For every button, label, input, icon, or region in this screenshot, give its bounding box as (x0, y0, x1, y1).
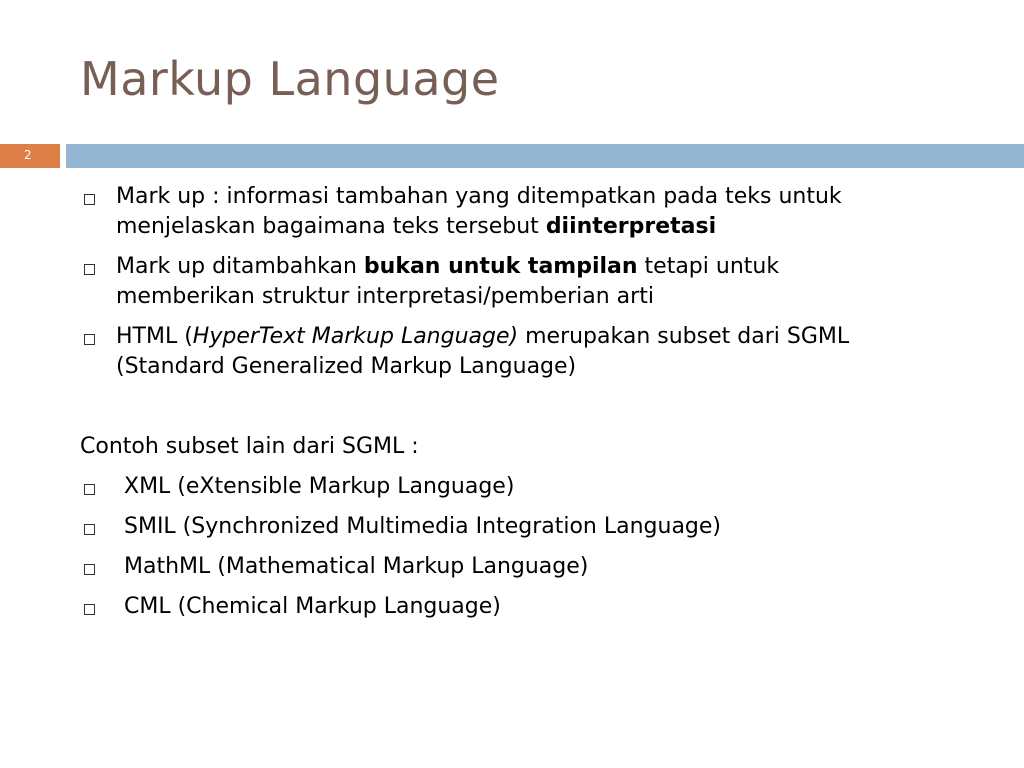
bullet-square-icon (84, 194, 95, 205)
slide-title: Markup Language (80, 52, 500, 106)
bullet-2-line-1 (116, 254, 779, 279)
bullet-1-bold-text: diinterpretasi (545, 214, 717, 239)
bullet-3-italic-text: HyperText Markup Language) (192, 324, 519, 349)
subset-heading: Contoh subset lain dari SGML : (80, 434, 419, 459)
slide-number: 2 (24, 148, 32, 162)
header-rule-bar (66, 144, 1024, 168)
bullet-2-bold-text: bukan untuk tampilan (363, 254, 638, 279)
bullet-1-line-1: Mark up : informasi tambahan yang ditempatkan pada teks untuk (116, 184, 842, 209)
bullet-3-line-2: (Standard Generalized Markup Language) (116, 354, 577, 379)
bullet-3-line-1 (116, 324, 849, 349)
bullet-3-text-c: merupakan subset dari SGML (518, 324, 850, 349)
sub-bullet-mathml: MathML (Mathematical Markup Language) (124, 554, 589, 579)
bullet-square-icon (84, 604, 95, 615)
slide-number-badge (0, 144, 60, 168)
bullet-square-icon (84, 264, 95, 275)
bullet-1-line-2 (116, 214, 716, 239)
bullet-square-icon (84, 524, 95, 535)
bullet-square-icon (84, 334, 95, 345)
bullet-square-icon (84, 564, 95, 575)
bullet-3-text-a: HTML ( (116, 324, 193, 349)
sub-bullet-xml: XML (eXtensible Markup Language) (124, 474, 515, 499)
sub-bullet-smil: SMIL (Synchronized Multimedia Integration Language) (124, 514, 722, 539)
bullet-1-line-2-text: menjelaskan bagaimana teks tersebut (116, 214, 546, 239)
bullet-square-icon (84, 484, 95, 495)
bullet-2-text-c: tetapi untuk (637, 254, 780, 279)
bullet-2-text-a: Mark up ditambahkan (116, 254, 364, 279)
sub-bullet-cml: CML (Chemical Markup Language) (124, 594, 501, 619)
bullet-2-line-2: memberikan struktur interpretasi/pemberian arti (116, 284, 654, 309)
